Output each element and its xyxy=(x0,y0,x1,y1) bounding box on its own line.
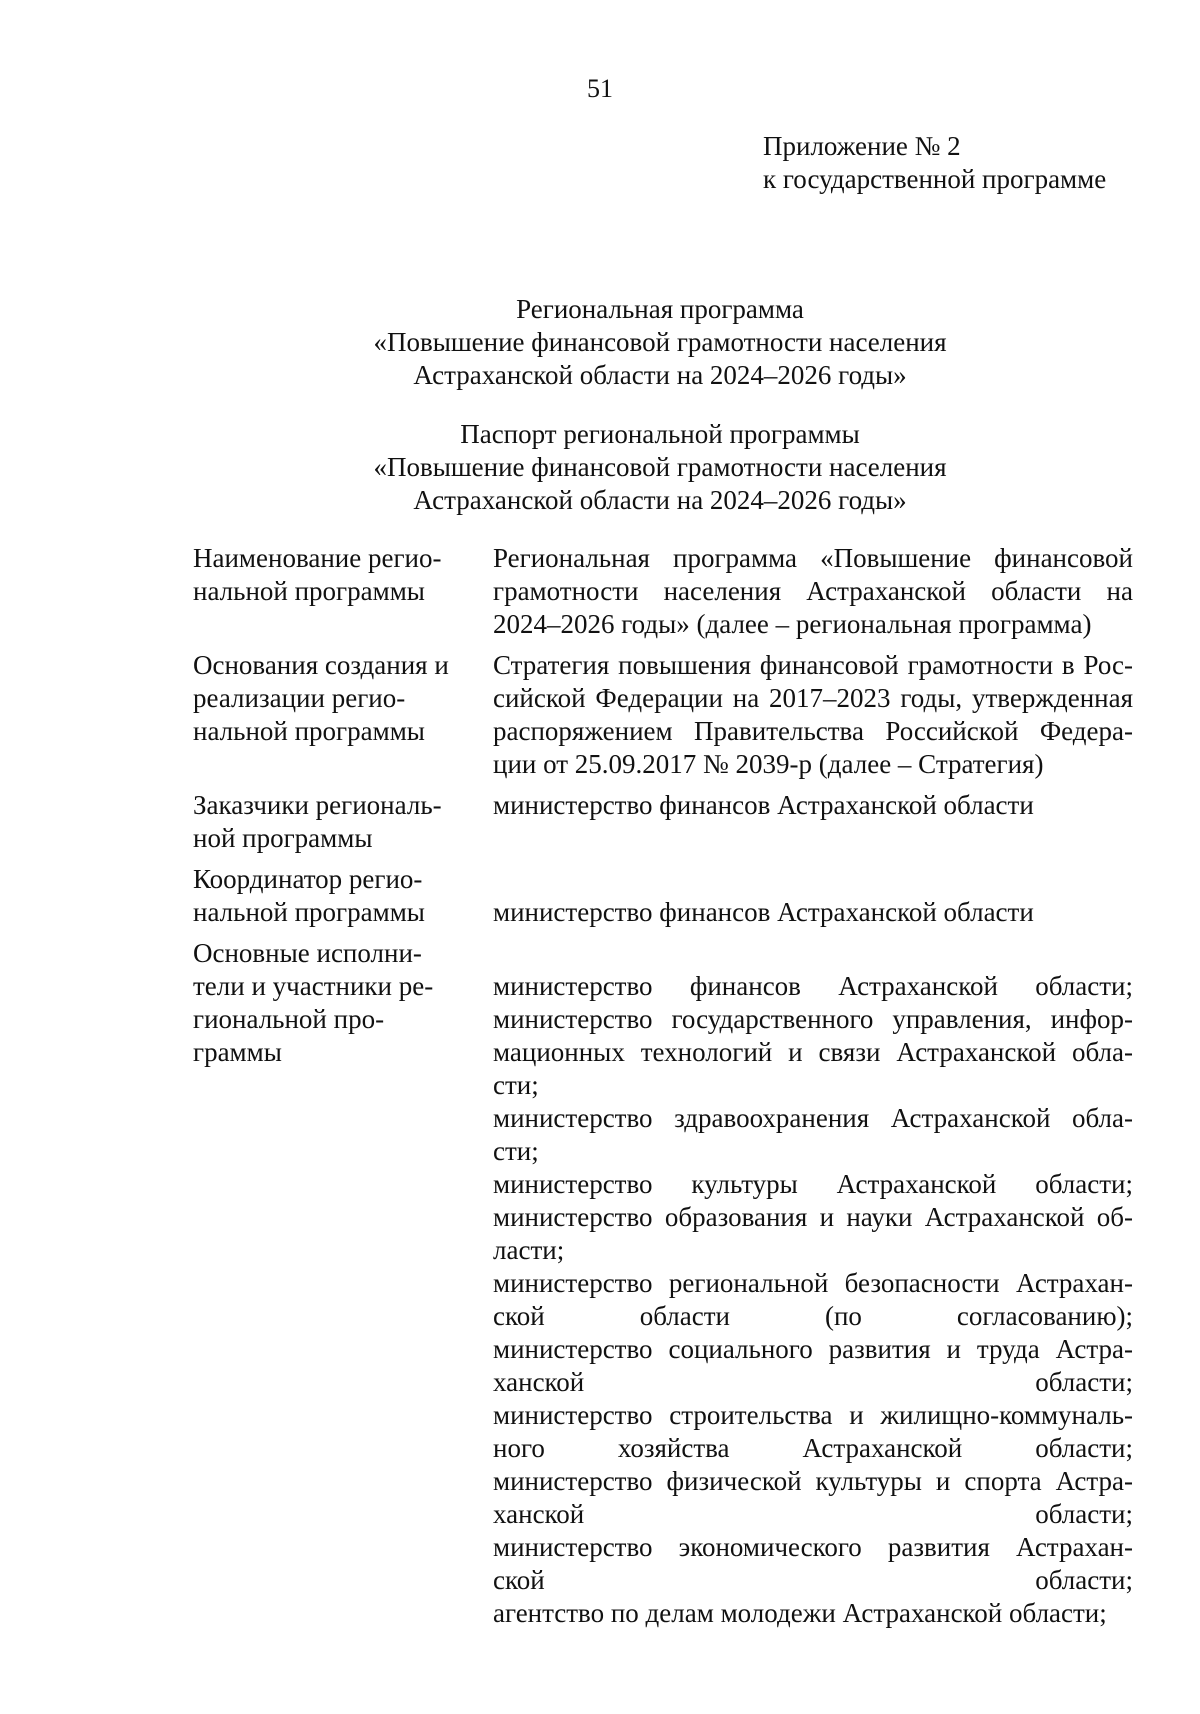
passport-value-line: ласти; xyxy=(493,1235,565,1265)
passport-value-line: ханской области; xyxy=(493,1499,1133,1529)
passport-value-line: ской области (по согласованию); xyxy=(493,1301,1133,1331)
passport-title-line-2: «Повышение финансовой грамотности населения xyxy=(373,452,947,482)
passport-value-line: сти; xyxy=(493,1070,539,1100)
passport-row xyxy=(0,937,1200,1630)
page-number: 51 xyxy=(587,74,613,103)
appendix-number: Приложение № 2 xyxy=(763,131,961,161)
passport-title-line-3: Астраханской области на 2024–2026 годы» xyxy=(413,485,907,515)
passport-value-line xyxy=(493,937,1133,970)
passport-value-line: министерство экономического развития Астрахан- xyxy=(493,1532,1133,1562)
passport-row-label: Основные исполни- тели и участники ре- гиональной про- граммы xyxy=(193,938,434,1067)
passport-value-line: Стратегия повышения финансовой грамотности в Рос- xyxy=(493,650,1133,680)
passport-row-value xyxy=(493,863,1133,929)
passport-value-line xyxy=(493,863,1133,896)
passport-value-line: министерство финансов Астраханской области xyxy=(493,897,1034,927)
program-title-line-3: Астраханской области на 2024–2026 годы» xyxy=(413,360,907,390)
passport-row xyxy=(0,649,1200,781)
passport-row-label: Заказчики региональ- ной программы xyxy=(193,790,442,853)
passport-row-label: Наименование регио- нальной программы xyxy=(193,543,442,606)
passport-table xyxy=(0,542,1200,1638)
passport-value-line: ской области; xyxy=(493,1565,1133,1595)
passport-value-line: ции от 25.09.2017 № 2039-р (далее – Стратегия) xyxy=(493,749,1044,779)
passport-value-line: сийской Федерации на 2017–2023 годы, утвержденная xyxy=(493,683,1133,713)
appendix-reference: к государственной программе xyxy=(763,164,1107,194)
passport-row xyxy=(0,863,1200,929)
passport-row xyxy=(0,789,1200,855)
passport-value-line: министерство культуры Астраханской области; xyxy=(493,1169,1133,1199)
passport-value-line: грамотности населения Астраханской области на xyxy=(493,576,1133,606)
passport-title-line-1: Паспорт региональной программы xyxy=(460,419,860,449)
passport-row-value xyxy=(493,542,1133,641)
program-title xyxy=(180,293,1140,392)
passport-value-line: министерство физической культуры и спорта Астра- xyxy=(493,1466,1133,1496)
passport-row-label: Основания создания и реализации регио- нальной программы xyxy=(193,650,449,746)
passport-row xyxy=(0,542,1200,641)
passport-value-line: министерство образования и науки Астраханской об- xyxy=(493,1202,1133,1232)
passport-value-line: министерство финансов Астраханской области xyxy=(493,790,1034,820)
passport-row-value xyxy=(493,937,1133,1630)
passport-value-line: распоряжением Правительства Российской Федера- xyxy=(493,716,1133,746)
passport-value-line: министерство здравоохранения Астраханской обла- xyxy=(493,1103,1133,1133)
program-title-line-1: Региональная программа xyxy=(516,294,804,324)
passport-value-line: ного хозяйства Астраханской области; xyxy=(493,1433,1133,1463)
passport-value-line: министерство социального развития и труда Астра- xyxy=(493,1334,1133,1364)
passport-value-line: ханской области; xyxy=(493,1367,1133,1397)
passport-value-line: агентство по делам молодежи Астраханской области; xyxy=(493,1598,1107,1628)
appendix-header xyxy=(763,130,1106,196)
passport-row-label: Координатор регио- нальной программы xyxy=(193,864,425,927)
program-title-line-2: «Повышение финансовой грамотности населения xyxy=(373,327,947,357)
passport-value-line: сти; xyxy=(493,1136,539,1166)
passport-title xyxy=(180,418,1140,517)
passport-value-line: министерство региональной безопасности Астрахан- xyxy=(493,1268,1133,1298)
passport-value-line: Региональная программа «Повышение финансовой xyxy=(493,543,1133,573)
passport-value-line: министерство строительства и жилищно-коммуналь- xyxy=(493,1400,1133,1430)
passport-row-value xyxy=(493,649,1133,781)
passport-value-line: мационных технологий и связи Астраханской обла- xyxy=(493,1037,1133,1067)
passport-row-value xyxy=(493,789,1133,855)
passport-value-line: 2024–2026 годы» (далее – региональная программа) xyxy=(493,609,1092,639)
passport-value-line: министерство государственного управления, инфор- xyxy=(493,1004,1133,1034)
passport-value-line: министерство финансов Астраханской области; xyxy=(493,971,1133,1001)
